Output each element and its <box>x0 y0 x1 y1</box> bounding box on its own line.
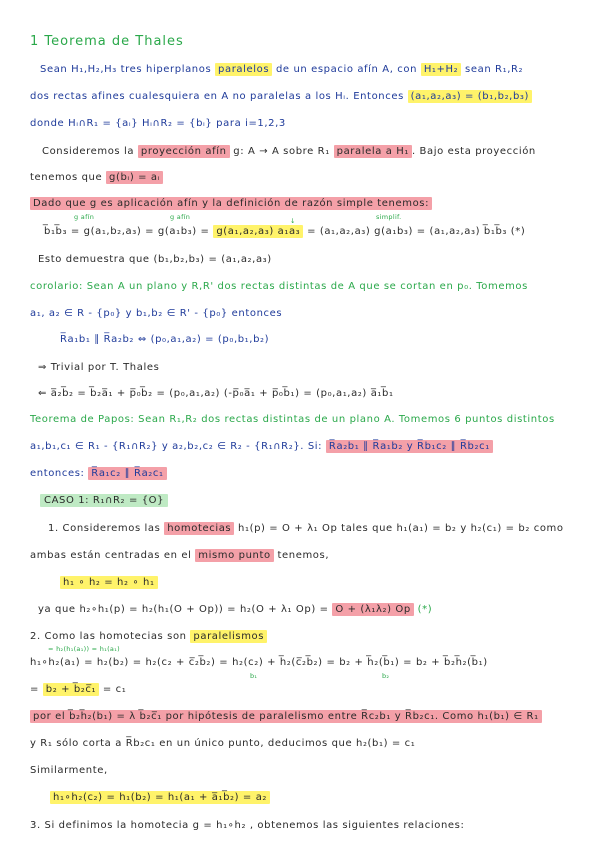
corollary-proof-2: ⇐ a̅₂b̅₂ = b̅₂a̅₁ + p̅₀b̅₂ = (p₀,a₁,a₂) (-p̅₀a̅₁ + p̅₀b̅₁) = (p₀,a₁,a₂) a̅₁b̅₁ <box>38 388 394 399</box>
case-heading <box>40 495 600 506</box>
case-step2-line5: y R₁ sólo corta a R̅b₂c₁ en un único punto, deducimos que h₂(b₁) = c₁ <box>30 738 416 749</box>
highlight-b2-b2c1: b₂ + b̅₂c̅₁ <box>43 683 99 696</box>
text-span: tenemos, <box>273 550 330 561</box>
text-span: 1. Consideremos las <box>48 523 165 534</box>
text-span: b̅₁b̅₃ = g(a₁,b₂,a₃) = g(a₁b₃) = <box>44 226 214 237</box>
thales-statement-line1 <box>40 64 600 75</box>
highlight-papos-conclusion: R̅a₁c₂ ∥ R̅a₂c₁ <box>88 467 166 480</box>
text-span: dos rectas afines cualesquiera en A no paralelas a los Hᵢ. Entonces <box>30 91 408 102</box>
text-span: a₁,b₁,c₁ ∈ R₁ - {R₁∩R₂} y a₂,b₂,c₂ ∈ R₂ - {R₁∩R₂}. Si: <box>30 441 326 452</box>
papos-line3 <box>30 468 600 479</box>
text-span: ambas están centradas en el <box>30 550 196 561</box>
text-span: = c₁ <box>99 684 127 695</box>
case-step2-line7 <box>50 792 600 803</box>
highlight-papos-hypothesis: R̅a₂b₁ ∥ R̅a₁b₂ y R̅b₁c₂ ∥ R̅b₂c₁ <box>326 440 493 453</box>
text-span: entonces: <box>30 468 89 479</box>
highlight-composition: O + (λ₁λ₂) Op <box>332 603 413 616</box>
text-span: tenemos que <box>30 172 107 183</box>
highlight-paralelos: paralelos <box>215 63 272 76</box>
annotation-b2: b₂ <box>382 672 390 680</box>
papos-line1: Teorema de Papos: Sean R₁,R₂ dos rectas distintas de un plano A. Tomemos 6 puntos distintos <box>30 414 555 425</box>
case-step1-line2 <box>30 550 600 561</box>
thales-statement-line3: donde Hᵢ∩R₁ = {aᵢ} Hᵢ∩R₂ = {bᵢ} para i=1,2,3 <box>30 118 286 129</box>
highlight-projection: proyección afín <box>138 145 230 158</box>
case-step2-line3 <box>30 684 600 695</box>
case-step3-line1: 3. Si definimos la homotecia g = h₁∘h₂ , obtenemos las siguientes relaciones: <box>30 820 465 831</box>
highlight-paralelismos: paralelismos <box>190 630 267 643</box>
annotation-g-afin-2: g afín <box>170 213 191 221</box>
highlight-ratio-equality: (a₁,a₂,a₃) = (b₁,b₂,b₃) <box>408 90 532 103</box>
case-step2-line4 <box>30 711 600 722</box>
annotation-g-afin-1: g afín <box>74 213 95 221</box>
corollary-line2: a₁, a₂ ∈ R - {p₀} y b₁,b₂ ∈ R' - {p₀} entonces <box>30 308 283 319</box>
text-span: sean R₁,R₂ <box>461 64 524 75</box>
proof-line3 <box>30 198 600 209</box>
case-step1-line3 <box>60 577 600 588</box>
text-span: . Bajo esta proyección <box>412 146 536 157</box>
text-span: = <box>30 684 43 695</box>
annotation-b1: b₁ <box>250 672 258 680</box>
text-span: h₁(p) = O + λ₁ Op tales que h₁(a₁) = b₂ y h₂(c₁) = b₂ como <box>234 523 564 534</box>
text-span: Consideremos la <box>42 146 138 157</box>
highlight-case-1: CASO 1: R₁∩R₂ = {O} <box>40 494 168 507</box>
thales-statement-line2 <box>30 91 600 102</box>
case-step2-line1 <box>30 631 600 642</box>
case-step2-line2: h₁∘h₂(a₁) = h₂(b₂) = h₂(c₂ + c̅₂b̅₂) = h₂(c₂) + h̅₂(c̅₂b̅₂) = b₂ + h̅₂(b̅₁) = b₂ + b̅₂h̅₂(b̅₁) <box>30 657 488 668</box>
annotation-h1h2: = h₂(h₁(a₁)) = h₁(a₁) <box>48 645 120 653</box>
proof-conclusion: Esto demuestra que (b₁,b₂,b₃) = (a₁,a₂,a₃) <box>38 254 272 265</box>
annotation-note: ↓ <box>290 217 296 225</box>
corollary-proof-1: ⇒ Trivial por T. Thales <box>38 362 160 373</box>
highlight-definition: Dado que g es aplicación afín y la definición de razón simple tenemos: <box>30 197 432 210</box>
text-span: Sean H₁,H₂,H₃ tres hiperplanos <box>40 64 216 75</box>
proof-line1 <box>42 146 600 157</box>
case-step1-line4 <box>38 604 600 615</box>
highlight-equation-part: g(a₁,a₂,a₃) a₁a₃ <box>213 225 303 238</box>
text-span: 2. Como las homotecias son <box>30 631 191 642</box>
text-span: de un espacio afín A, con <box>272 64 421 75</box>
case-step2-line6: Similarmente, <box>30 765 108 776</box>
papos-line2 <box>30 441 600 452</box>
highlight-commute: h₁ ∘ h₂ = h₂ ∘ h₁ <box>60 576 158 589</box>
text-span: = (a₁,a₂,a₃) g(a₁b₃) = (a₁,a₂,a₃) b̅₁b̅₃ (*) <box>303 226 526 237</box>
case-step1-line1 <box>48 523 600 534</box>
highlight-h1-h2: H₁+H₂ <box>421 63 461 76</box>
corollary-line3: R̅a₁b₁ ∥ R̅a₂b₂ ⇔ (p₀,a₁,a₂) = (p₀,b₁,b₂) <box>60 334 270 345</box>
text-span: g: A → A sobre R₁ <box>229 146 334 157</box>
proof-equation <box>44 226 600 237</box>
annotation-simplif: simplif. <box>376 213 402 221</box>
highlight-mismo-punto: mismo punto <box>195 549 273 562</box>
proof-line2 <box>30 172 600 183</box>
text-span: ya que h₂∘h₁(p) = h₂(h₁(O + Op)) = h₂(O + λ₁ Op) = <box>38 604 333 615</box>
text-span: (*) <box>413 604 433 615</box>
highlight-parallel: paralela a H₁ <box>334 145 412 158</box>
highlight-homotecias: homotecias <box>164 522 234 535</box>
page-title: 1 Teorema de Thales <box>30 34 184 49</box>
highlight-g-bi: g(bᵢ) = aᵢ <box>106 171 163 184</box>
highlight-hypothesis: por el b̅₂h̅₂(b₁) = λ b̅₂c̅₁ por hipótesis de paralelismo entre R̅c₂b₁ y R̅b₂c₁. Como h₁(b₁) ∈ R₁ <box>30 710 542 723</box>
corollary-line1: corolario: Sean A un plano y R,R' dos rectas distintas de A que se cortan en p₀. Tomemos <box>30 281 528 292</box>
highlight-h1h2-c2: h₁∘h₂(c₂) = h₁(b₂) = h₁(a₁ + a̅₁b̅₂) = a₂ <box>50 791 270 804</box>
